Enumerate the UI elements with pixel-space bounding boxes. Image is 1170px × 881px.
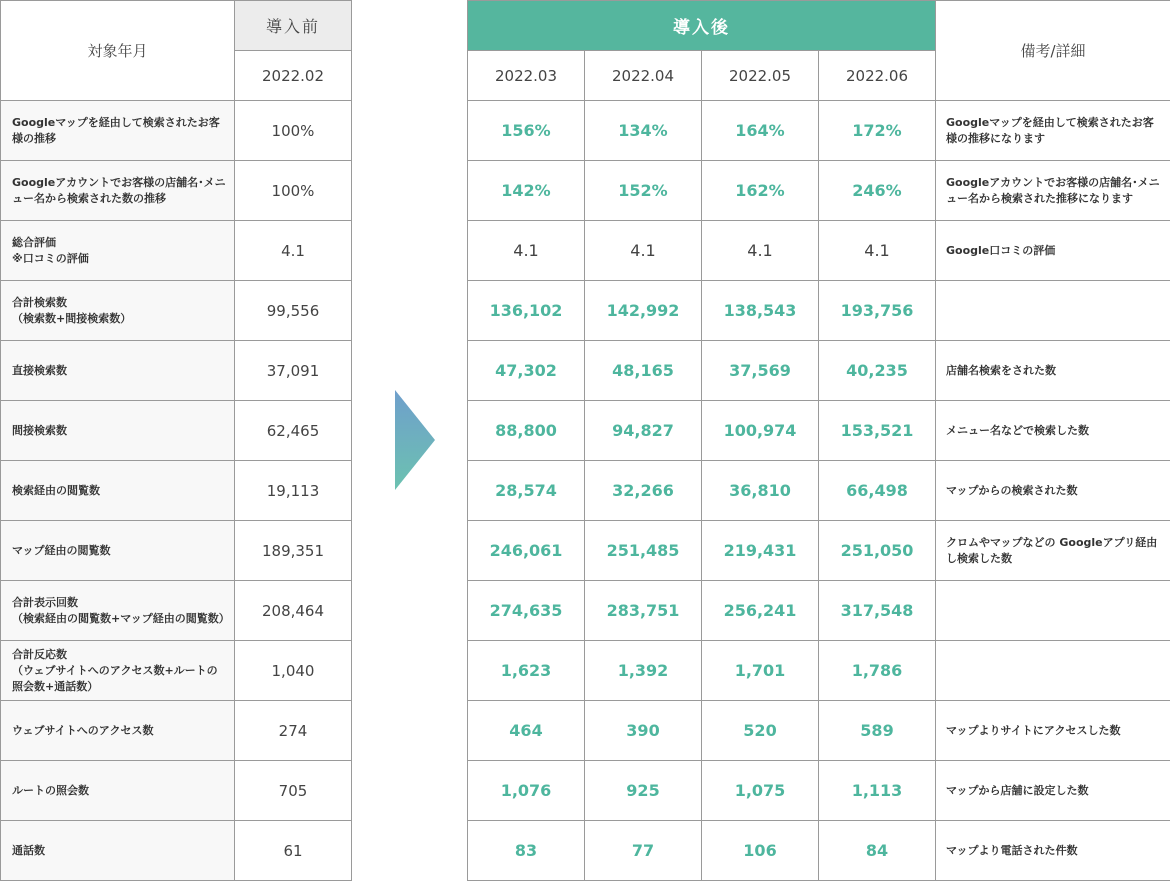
table-row — [1, 101, 352, 161]
table-row — [468, 821, 1170, 881]
remark-note: 店舗名検索をされた数 — [936, 341, 1170, 401]
remark-note — [936, 581, 1170, 641]
remark-note — [936, 281, 1170, 341]
after-header: 導入後 — [468, 1, 936, 51]
table-row — [468, 581, 1170, 641]
table-row — [468, 221, 1170, 281]
metric-label: 合計反応数 （ウェブサイトへのアクセス数+ルートの照会数+通話数） — [1, 641, 235, 701]
after-date: 2022.04 — [585, 51, 702, 101]
after-date: 2022.03 — [468, 51, 585, 101]
before-value: 61 — [235, 821, 352, 881]
after-value: 390 — [585, 701, 702, 761]
metric-label: マップ経由の閲覧数 — [1, 521, 235, 581]
remark-note: マップより電話された件数 — [936, 821, 1170, 881]
after-value: 219,431 — [702, 521, 819, 581]
table-row — [1, 281, 352, 341]
before-table — [0, 0, 352, 881]
metric-label: ルートの照会数 — [1, 761, 235, 821]
table-row — [468, 641, 1170, 701]
table-row — [1, 581, 352, 641]
after-table — [467, 0, 1170, 881]
remark-note: メニュー名などで検索した数 — [936, 401, 1170, 461]
metric-label: Googleマップを経由して検索されたお客様の推移 — [1, 101, 235, 161]
after-value: 156% — [468, 101, 585, 161]
after-value: 88,800 — [468, 401, 585, 461]
before-value: 19,113 — [235, 461, 352, 521]
after-value: 925 — [585, 761, 702, 821]
before-value: 705 — [235, 761, 352, 821]
after-value: 142,992 — [585, 281, 702, 341]
after-value: 589 — [819, 701, 936, 761]
after-value: 152% — [585, 161, 702, 221]
after-value: 251,485 — [585, 521, 702, 581]
remarks-header: 備考/詳細 — [936, 1, 1170, 101]
metric-label: 間接検索数 — [1, 401, 235, 461]
after-value: 142% — [468, 161, 585, 221]
table-row — [1, 401, 352, 461]
after-value: 36,810 — [702, 461, 819, 521]
remark-note — [936, 641, 1170, 701]
after-value: 164% — [702, 101, 819, 161]
table-row — [1, 341, 352, 401]
after-value: 134% — [585, 101, 702, 161]
after-value: 100,974 — [702, 401, 819, 461]
table-row — [1, 641, 352, 701]
after-value: 153,521 — [819, 401, 936, 461]
after-value: 66,498 — [819, 461, 936, 521]
after-value: 47,302 — [468, 341, 585, 401]
table-row — [1, 221, 352, 281]
table-row — [1, 701, 352, 761]
remark-note: Googleアカウントでお客様の店舗名･メニュー名から検索された推移になります — [936, 161, 1170, 221]
after-value: 84 — [819, 821, 936, 881]
after-value: 246,061 — [468, 521, 585, 581]
after-value: 40,235 — [819, 341, 936, 401]
after-value: 28,574 — [468, 461, 585, 521]
after-value: 1,623 — [468, 641, 585, 701]
after-value: 1,392 — [585, 641, 702, 701]
table-row — [1, 761, 352, 821]
after-value: 136,102 — [468, 281, 585, 341]
after-value: 1,076 — [468, 761, 585, 821]
before-value: 62,465 — [235, 401, 352, 461]
table-row — [468, 701, 1170, 761]
remark-note: Google口コミの評価 — [936, 221, 1170, 281]
table-row — [468, 281, 1170, 341]
table-row — [468, 761, 1170, 821]
remark-note: Googleマップを経由して検索されたお客様の推移になります — [936, 101, 1170, 161]
table-row — [468, 521, 1170, 581]
after-value: 94,827 — [585, 401, 702, 461]
metric-label: Googleアカウントでお客様の店舗名･メニュー名から検索された数の推移 — [1, 161, 235, 221]
after-value: 77 — [585, 821, 702, 881]
metric-label: 総合評価 ※口コミの評価 — [1, 221, 235, 281]
after-value: 32,266 — [585, 461, 702, 521]
before-value: 100% — [235, 101, 352, 161]
target-month-header: 対象年月 — [1, 1, 235, 101]
after-value: 317,548 — [819, 581, 936, 641]
before-value: 1,040 — [235, 641, 352, 701]
chevron-right-icon — [395, 390, 435, 490]
after-value: 4.1 — [468, 221, 585, 281]
before-date: 2022.02 — [235, 51, 352, 101]
after-value: 464 — [468, 701, 585, 761]
before-value: 208,464 — [235, 581, 352, 641]
table-row — [1, 821, 352, 881]
after-value: 256,241 — [702, 581, 819, 641]
table-row — [468, 101, 1170, 161]
after-value: 37,569 — [702, 341, 819, 401]
metric-label: 検索経由の閲覧数 — [1, 461, 235, 521]
after-value: 1,786 — [819, 641, 936, 701]
before-header: 導入前 — [235, 1, 352, 51]
after-value: 283,751 — [585, 581, 702, 641]
remark-note: マップからの検索された数 — [936, 461, 1170, 521]
before-value: 100% — [235, 161, 352, 221]
after-value: 4.1 — [819, 221, 936, 281]
before-value: 37,091 — [235, 341, 352, 401]
metric-label: 合計検索数 （検索数+間接検索数） — [1, 281, 235, 341]
after-value: 193,756 — [819, 281, 936, 341]
before-value: 99,556 — [235, 281, 352, 341]
after-value: 106 — [702, 821, 819, 881]
table-row — [468, 461, 1170, 521]
after-date: 2022.05 — [702, 51, 819, 101]
after-value: 1,701 — [702, 641, 819, 701]
after-value: 251,050 — [819, 521, 936, 581]
remark-note: クロムやマップなどの Googleアプリ経由し検索した数 — [936, 521, 1170, 581]
after-date: 2022.06 — [819, 51, 936, 101]
before-value: 274 — [235, 701, 352, 761]
after-value: 162% — [702, 161, 819, 221]
after-value: 520 — [702, 701, 819, 761]
table-row — [468, 401, 1170, 461]
table-row — [1, 461, 352, 521]
table-row — [468, 161, 1170, 221]
after-value: 1,075 — [702, 761, 819, 821]
after-value: 1,113 — [819, 761, 936, 821]
remark-note: マップから店舗に設定した数 — [936, 761, 1170, 821]
metric-label: 直接検索数 — [1, 341, 235, 401]
after-value: 274,635 — [468, 581, 585, 641]
after-value: 83 — [468, 821, 585, 881]
before-value: 189,351 — [235, 521, 352, 581]
table-row — [468, 341, 1170, 401]
after-value: 4.1 — [585, 221, 702, 281]
metric-label: ウェブサイトへのアクセス数 — [1, 701, 235, 761]
after-value: 4.1 — [702, 221, 819, 281]
after-value: 172% — [819, 101, 936, 161]
table-row — [1, 161, 352, 221]
after-value: 48,165 — [585, 341, 702, 401]
metric-label: 合計表示回数 （検索経由の閲覧数+マップ経由の閲覧数） — [1, 581, 235, 641]
before-value: 4.1 — [235, 221, 352, 281]
metric-label: 通話数 — [1, 821, 235, 881]
remark-note: マップよりサイトにアクセスした数 — [936, 701, 1170, 761]
after-value: 138,543 — [702, 281, 819, 341]
table-row — [1, 521, 352, 581]
after-value: 246% — [819, 161, 936, 221]
